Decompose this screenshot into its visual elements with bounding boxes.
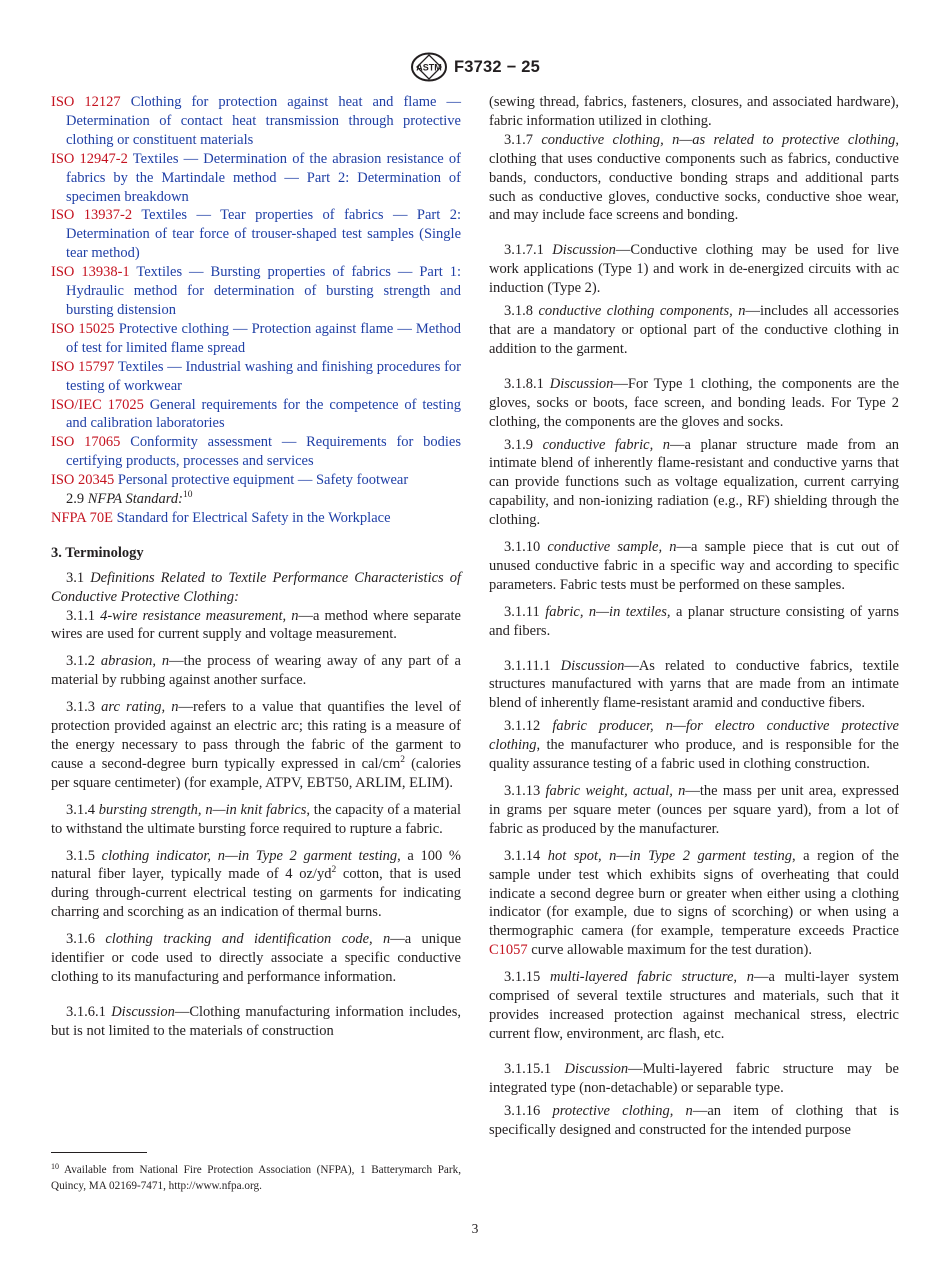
defined-term: Discussion <box>552 242 616 259</box>
clause-number: 3.1.15 <box>504 969 550 986</box>
subsection-label: NFPA Standard: <box>87 491 183 508</box>
reference-title-link[interactable]: General requirements for the competence of testing and calibration laboratories <box>66 396 462 432</box>
defined-term: conductive fabric, n <box>542 436 671 453</box>
reference-entry <box>51 206 461 263</box>
definition-text: a planar structure consisting of yarns and fibers. <box>489 603 899 639</box>
definition-text: —Multi-layered fabric structure may be integrated type (non-detachable) or separable type. <box>489 1060 899 1096</box>
definition-3-1-2 <box>51 652 461 690</box>
definition-3-1-11-1 <box>489 657 899 714</box>
section-heading: 3. Terminology <box>51 544 144 561</box>
definition-text: —As related to conductive fabrics, textile structures manufactured with yarns that are made from an intimate blend of inherently flame-resistant aramid and conductive fibers. <box>489 657 899 712</box>
discussion-3-1-6-1 <box>51 1003 461 1041</box>
definition-text: —a method where separate wires are used for current supply and voltage measurement. <box>51 607 461 643</box>
reference-code-link[interactable]: ISO 15797 <box>51 358 115 375</box>
definition-text: curve allowable maximum for the test duration). <box>527 942 812 959</box>
reference-title-link[interactable]: Clothing for protection against heat and flame — Determination of contact heat transmission through protective clothing or constituent materials <box>66 94 461 148</box>
defined-term: fabric weight, actual, n <box>545 783 686 799</box>
definition-3-1-5 <box>51 847 461 923</box>
clause-number: 3.1.16 <box>504 1102 553 1119</box>
clause-title: Definitions Related to Textile Performance Characteristics of Conductive Protective Clothing: <box>51 569 462 605</box>
definition-3-1-3 <box>51 698 461 793</box>
superscript: 2 <box>331 865 337 876</box>
nfpa-subsection <box>51 490 461 509</box>
clause-number: 3.1.4 <box>66 801 95 818</box>
reference-code-link[interactable]: ISO 15025 <box>51 320 115 337</box>
definition-text: —For Type 1 clothing, the components are the gloves, socks or boots, face screen, and bonding leads. For Type 2 clothing, the components are the gloves and socks. <box>489 375 899 430</box>
definition-text: —a sample piece that is cut out of unused conductive fabric in a specific way and according to specific parameters. Fabric tests must be performed on these samples. <box>489 539 899 593</box>
clause-number: 3.1.1 <box>66 607 95 624</box>
reference-code-link[interactable]: NFPA 70E <box>51 509 113 526</box>
reference-code-link[interactable]: ISO 12127 <box>51 94 121 110</box>
definition-text: cotton, that is used during through-current electrical testing on garments for indicating charring and scorching as an indication of thermal burns. <box>51 866 461 921</box>
reference-title-link[interactable]: Textiles — Industrial washing and finishing procedures for testing of workwear <box>66 358 461 394</box>
defined-term: clothing tracking and identification code, n <box>105 931 391 948</box>
defined-term: multi-layered fabric structure, n <box>549 969 754 986</box>
definition-3-1-13 <box>489 782 899 839</box>
clause-number: 3.1.5 <box>66 847 95 864</box>
definition-3-1-14 <box>489 847 899 960</box>
page-number: 3 <box>471 1221 479 1236</box>
document-designation: F3732 − 25 <box>454 58 540 76</box>
defined-term: conductive clothing, n—as related to protective clothing <box>541 131 896 148</box>
clause-number: 3.1.3 <box>66 699 95 716</box>
definition-3-1-11 <box>489 603 899 641</box>
definition-text: —an item of clothing that is specifically designed and constructed for the intended purpose <box>489 1102 899 1138</box>
clause-number: 3.1.11 <box>504 603 546 620</box>
definition-text: (calories per square centimeter) (for example, ATPV, EBT50, ARLIM, ELIM). <box>51 755 461 791</box>
clause-number: 3.1.7.1 <box>504 242 553 259</box>
clause-number: 3.1 <box>66 569 85 586</box>
page-header <box>0 50 950 84</box>
definition-3-1-15 <box>489 968 899 1044</box>
definition-text: , clothing that uses conductive components such as fabrics, conductive bands, conductors, conductive bonding straps and additional parts such as conductive gloves, conductive socks, conductive shoe wear, and may include face screens and bonding. <box>489 131 899 224</box>
definition-text: —Conductive clothing may be used for live work applications (Type 1) and work in de-energized circuits with ac induction (Type 2). <box>489 242 899 297</box>
reference-code-link[interactable]: ISO 17065 <box>51 434 121 451</box>
defined-term: protective clothing, n <box>552 1102 693 1119</box>
standard-link[interactable]: C1057 <box>489 942 528 959</box>
defined-term: clothing indicator, n—in Type 2 garment testing <box>101 847 398 864</box>
clause-number: 3.1.8.1 <box>504 375 550 392</box>
definition-3-1-8-1 <box>489 375 899 432</box>
definition-text: —refers to a value that quantifies the level of protection provided against an electric arc; this rating is a measure of the energy necessary to pass through the fabric of the garment to cause a second-degree burn typically expressed in cal/cm <box>51 699 461 772</box>
reference-code-link[interactable]: ISO 20345 <box>51 472 115 489</box>
right-column-content <box>489 93 899 1139</box>
reference-title-link[interactable]: Textiles — Determination of the abrasion resistance of fabrics by the Martindale method — Part 2: Determination of specimen breakdown <box>66 150 461 205</box>
reference-title-link[interactable]: Standard for Electrical Safety in the Workplace <box>116 509 391 526</box>
reference-code-link[interactable]: ISO 13938-1 <box>51 264 130 281</box>
reference-title-link[interactable]: Textiles — Tear properties of fabrics — Part 2: Determination of tear force of trouser-shaped test samples (Single tear method) <box>66 207 461 262</box>
definition-3-1-6 <box>51 930 461 987</box>
clause-number: 3.1.7 <box>504 131 542 148</box>
definition-text: —a multi-layer system comprised of several textile structures and materials, such that it provides increased protection against mechanical stress, electric current flow, environment, arc flash, etc. <box>489 969 900 1042</box>
clause-number: 3.1.10 <box>504 539 548 556</box>
astm-logo-icon <box>410 52 448 82</box>
defined-term: conductive sample, n <box>547 539 677 556</box>
defined-term: Discussion <box>564 1060 629 1077</box>
reference-title-link[interactable]: Protective clothing — Protection against flame — Method of test for limited flame spread <box>66 320 461 356</box>
defined-term: 4-wire resistance measurement, n <box>100 607 299 624</box>
reference-entry <box>51 433 461 471</box>
defined-term: conductive clothing components, n <box>538 303 746 320</box>
clause-number: 3.1.6 <box>66 931 95 948</box>
section-intro <box>51 569 461 607</box>
superscript: 2 <box>400 754 406 765</box>
reference-entry <box>51 150 461 207</box>
left-column <box>51 93 461 1041</box>
reference-title-link[interactable]: Conformity assessment — Requirements for bodies certifying products, processes and services <box>66 434 461 470</box>
reference-entry <box>51 93 461 150</box>
footnote <box>51 1162 461 1194</box>
definition-3-1-7-1 <box>489 241 899 298</box>
reference-title-link[interactable]: Personal protective equipment — Safety footwear <box>117 472 409 489</box>
reference-entry <box>51 509 461 528</box>
reference-entry <box>51 263 461 320</box>
logo-text: ASTM <box>416 62 442 73</box>
clause-number: 3.1.12 <box>504 718 553 735</box>
discussion-continuation: (sewing thread, fabrics, fasteners, closures, and associated hardware), fabric information utilized in clothing. <box>489 94 899 129</box>
reference-entry <box>51 471 461 490</box>
definition-3-1-8 <box>489 302 899 359</box>
reference-entry <box>51 396 461 434</box>
footnote-divider <box>51 1152 147 1153</box>
definition-3-1-1 <box>51 607 461 645</box>
defined-term: fabric producer, n—for electro conductive protective clothing <box>489 718 899 754</box>
clause-number: 3.1.15.1 <box>504 1060 565 1077</box>
defined-term: Discussion <box>549 375 614 392</box>
definition-text: —a unique identifier or code used to directly associate a specific conductive clothing to its manufacturing and performance information. <box>51 931 462 985</box>
definition-3-1-9 <box>489 436 899 531</box>
clause-number: 3.1.2 <box>66 653 95 670</box>
footnote-number: 10 <box>51 1162 59 1171</box>
definition-text: —the process of wearing away of any part of a material by rubbing against another surface. <box>51 653 461 689</box>
defined-term: abrasion, n <box>100 653 170 670</box>
definition-text: , the manufacturer who produce, and is responsible for the quality assurance testing of a fabric used in clothing construction. <box>489 737 899 773</box>
clause-number: 3.1.6.1 <box>66 1003 106 1020</box>
definition-3-1-10 <box>489 538 899 595</box>
definition-text: —a planar structure made from an intimate blend of inherently flame-resistant and conductive yarns that can provide functions such as voltage equalization, current carrying capability, and non-ionizing radiation (e.g., RF) shielding through the clothing. <box>489 436 900 529</box>
definition-3-1-12 <box>489 717 899 774</box>
reference-title-link[interactable]: Textiles — Bursting properties of fabrics — Part 1: Hydraulic method for determination of bursting strength and bursting distension <box>66 264 461 318</box>
clause-number: 3.1.8 <box>504 303 539 320</box>
defined-term: hot spot, n—in Type 2 garment testing <box>547 847 793 864</box>
clause-number: 3.1.13 <box>504 783 546 799</box>
definition-3-1-15-1 <box>489 1060 899 1098</box>
clause-number: 3.1.9 <box>504 436 543 453</box>
definition-3-1-16 <box>489 1102 899 1140</box>
reference-code-link[interactable]: ISO 13937-2 <box>51 207 133 224</box>
footnote-marker[interactable]: 10 <box>182 490 193 501</box>
subsection-number: 2.9 <box>66 491 85 508</box>
clause-number: 3.1.14 <box>504 847 548 864</box>
definition-text: —the mass per unit area, expressed in grams per square meter (ounces per square yard), from a lot of fabric as produced by the manufacturer. <box>489 783 900 837</box>
reference-entry <box>51 358 461 396</box>
defined-term: Discussion <box>111 1003 175 1020</box>
definition-3-1-4 <box>51 801 461 839</box>
definition-text: —Clothing manufacturing information includes, but is not limited to the materials of construction <box>51 1003 461 1039</box>
defined-term: arc rating, n <box>101 699 179 716</box>
footnote-text: Available from National Fire Protection Association (NFPA), 1 Batterymarch Park, Quincy, MA 02169-7471, http://www.nfpa.org. <box>51 1164 461 1192</box>
reference-code-link[interactable]: ISO/IEC 17025 <box>51 396 144 413</box>
definition-3-1-7 <box>489 131 899 226</box>
definition-text: , a region of the sample under test which exhibits signs of overheating that could indicate a second degree burn or greater when either using a clothing indicator (for example, due to signs of scorching) or when using a thermographic camera (for example, temperature exceeds Practice <box>489 847 899 940</box>
definition-text: , a 100 % natural fiber layer, typically made of 4 oz/yd <box>51 847 462 883</box>
defined-term: fabric, n—in textiles, <box>545 603 671 620</box>
definition-text: —includes all accessories that are a mandatory or optional part of the conductive clothing in addition to the garment. <box>489 303 899 357</box>
reference-code-link[interactable]: ISO 12947-2 <box>51 150 128 167</box>
clause-number: 3.1.11.1 <box>504 657 561 674</box>
reference-entry <box>51 320 461 358</box>
defined-term: bursting strength, n—in knit fabrics <box>98 801 307 818</box>
defined-term: Discussion <box>560 657 625 674</box>
definition-text: , the capacity of a material to withstand the ultimate bursting force required to rupture a fabric. <box>51 801 461 837</box>
